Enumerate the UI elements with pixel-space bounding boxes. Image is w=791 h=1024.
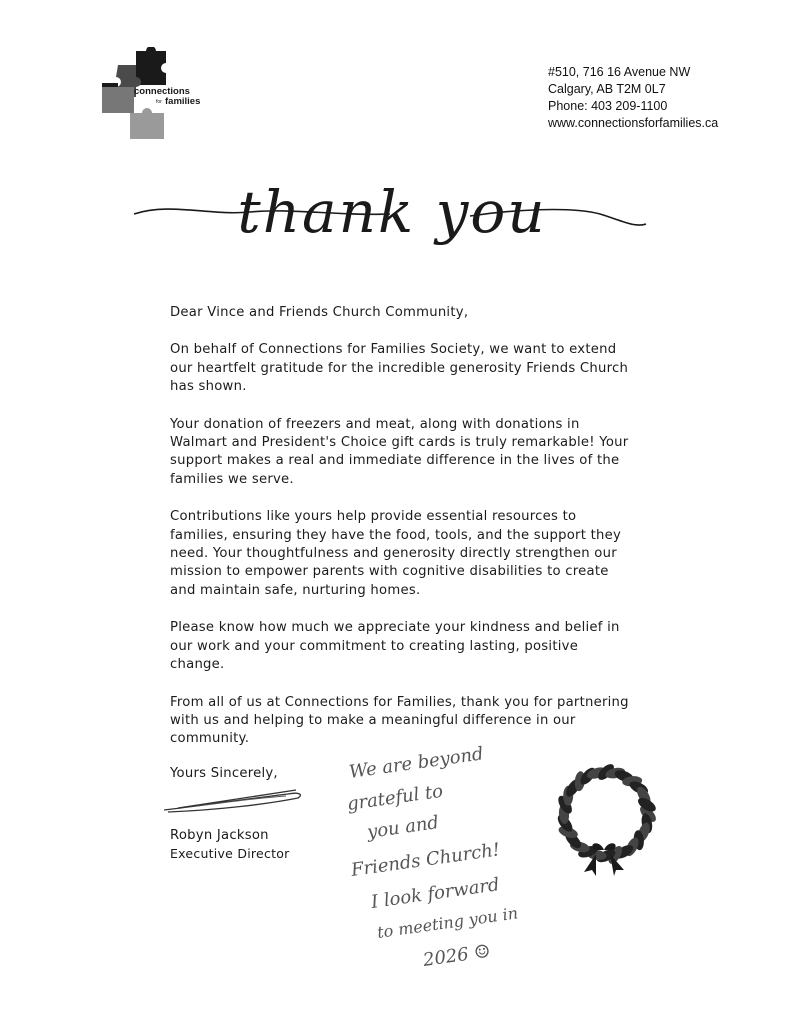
address-phone: Phone: 403 209-1100: [548, 99, 668, 113]
connections-for-families-logo: [98, 47, 210, 143]
logo-text-for: for: [156, 99, 162, 105]
address-website: www.connectionsforfamilies.ca: [548, 116, 719, 130]
handwritten-line-2: grateful to: [345, 780, 445, 815]
logo-text-families: families: [165, 96, 201, 107]
letter-body: [170, 304, 630, 768]
logo-text-connections: connections: [134, 86, 190, 97]
letter-paragraph-2: Your donation of freezers and meat, along with donations in Walmart and President's Choice gift cards is truly remarkable! Your support makes a real and immediate difference in the lives of the families we serve.: [170, 416, 629, 487]
letter-paragraph-5: From all of us at Connections for Families, thank you for partnering with us and helping to make a meaningful difference in our community.: [170, 694, 629, 747]
letter-paragraph-3: Contributions like yours help provide essential resources to families, ensuring they have the food, tools, and the support they need. Your thoughtfulness and generosity directly strengthen our mission to empower parents with cognitive disabilities to create and maintain safe, nurturing homes.: [170, 509, 622, 598]
signer-title: Executive Director: [170, 846, 290, 861]
letter-paragraph-1: On behalf of Connections for Families Society, we want to extend our heartfelt gratitude for the incredible generosity Friends Church has shown.: [170, 342, 629, 395]
thank-you-heading: [130, 158, 650, 288]
handwritten-line-5: I look forward: [369, 874, 501, 913]
letter-paragraph-4: Please know how much we appreciate your kindness and belief in our work and your commitment to creating lasting, positive change.: [170, 620, 620, 673]
signature-scribble: [158, 780, 308, 820]
handwritten-line-4: Friends Church!: [349, 839, 502, 881]
salutation: Dear Vince and Friends Church Community,: [170, 305, 469, 320]
closing-text: Yours Sincerely,: [170, 766, 278, 781]
handwritten-note: [338, 738, 538, 978]
handwritten-line-6: to meeting you in: [375, 903, 520, 942]
handwritten-line-3: you and: [365, 812, 441, 843]
handwritten-line-1: We are beyond: [347, 743, 485, 783]
wreath-icon: [544, 758, 668, 878]
thank-you-text: thank you: [237, 178, 547, 246]
address-city: Calgary, AB T2M 0L7: [548, 82, 666, 96]
address-block: [548, 64, 718, 132]
handwritten-line-7: 2026 ☺: [421, 940, 492, 971]
signer-name: Robyn Jackson: [170, 828, 269, 843]
address-street: #510, 716 16 Avenue NW: [548, 65, 691, 79]
